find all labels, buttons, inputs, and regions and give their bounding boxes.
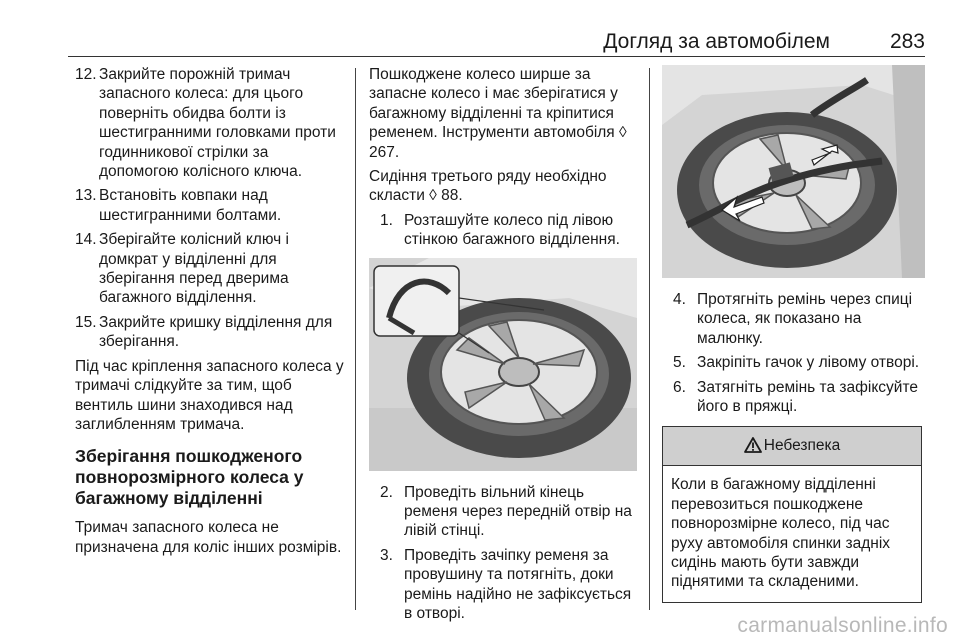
step-text: Закрийте кришку відділення для зберігання. (99, 313, 333, 351)
step-15 (75, 313, 347, 352)
step-number: 14. (75, 231, 97, 249)
step-text: Закріпіть гачок у лівому отворі. (697, 354, 920, 372)
step-number: 12. (75, 66, 97, 83)
step-number: 13. (75, 187, 97, 205)
step-number: 4. (673, 291, 686, 308)
wheel-placement-drawing (369, 258, 637, 471)
step-5 (673, 353, 924, 372)
third-row-note: Сидіння третього ряду необхідно скласти ◊ 88. (369, 168, 607, 205)
step-4 (673, 290, 924, 348)
section-title: Догляд за автомобілем (603, 30, 830, 53)
step-text: Проведіть вільний кінець ременя через передній отвір на лівій стінці. (404, 483, 632, 540)
step-1 (380, 211, 637, 250)
step-14 (75, 230, 347, 308)
warning-box (662, 426, 922, 602)
page-number: 283 (889, 30, 925, 53)
column-2 (369, 65, 637, 629)
column-divider-2 (649, 68, 650, 610)
step-text: Зберігайте колісний ключ і домкрат у відділенні для зберігання перед дверима багажного відділення. (99, 231, 289, 307)
holder-note: Тримач запасного колеса не призначена для коліс інших розмірів. (75, 519, 342, 556)
warning-text: Коли в багажному відділенні перевозиться пошкоджене повнорозмірне колесо, під час руху автомобіля спинки задніх сидінь мають бути завжди піднятими та складеними. (671, 476, 891, 591)
step-13 (75, 186, 347, 225)
column-1 (75, 65, 347, 562)
damaged-wheel-intro: Пошкоджене колесо ширше за запасне колесо і має зберігатися у багажному відділенні та кріпитися ременем. Інструменти автомобіля ◊ 267. (369, 66, 627, 161)
step-text: Протягніть ремінь через спиці колеса, як показано на малюнку. (697, 291, 913, 347)
strap-routing-illustration (662, 65, 925, 278)
column-divider-1 (355, 68, 356, 610)
step-text: Встановіть ковпаки над шестигранними болтами. (99, 187, 282, 224)
step-3 (380, 546, 637, 624)
wheel-placement-illustration (369, 258, 637, 471)
step-number: 5. (673, 354, 686, 372)
watermark: carmanualsonline.info (737, 614, 948, 637)
step-number: 6. (673, 378, 686, 396)
step-number: 2. (380, 483, 393, 501)
step-number: 15. (75, 313, 97, 331)
valve-note: Під час кріплення запасного колеса у тримачі слідкуйте за тим, щоб вентиль шини знаходився над заглибленням тримача. (75, 357, 344, 433)
step-6 (673, 378, 924, 417)
step-12 (75, 65, 347, 181)
section-heading: Зберігання пошкодженого повнорозмірного колеса у багажному відділенні (75, 446, 304, 509)
step-2 (380, 483, 637, 541)
step-number: 1. (380, 211, 393, 229)
warning-triangle-icon (744, 437, 762, 453)
step-number: 3. (380, 546, 393, 564)
step-text: Проведіть зачіпку ременя за провушину та потягніть, доки ремінь надійно не зафіксується в отворі. (404, 546, 632, 623)
warning-header (663, 427, 921, 466)
column-3 (662, 65, 924, 603)
step-text: Затягніть ремінь та зафіксуйте його в пряжці. (697, 378, 918, 416)
warning-title: Небезпека (763, 437, 841, 455)
header-divider (68, 56, 925, 57)
strap-routing-drawing (662, 65, 925, 278)
step-text: Закрийте порожній тримач запасного колеса: для цього поверніть обидва болти із шестигранними головками проти годинникової стрілки за допомогою колісного ключа. (99, 66, 336, 181)
step-text: Розташуйте колесо під лівою стінкою багажного відділення. (404, 211, 620, 249)
